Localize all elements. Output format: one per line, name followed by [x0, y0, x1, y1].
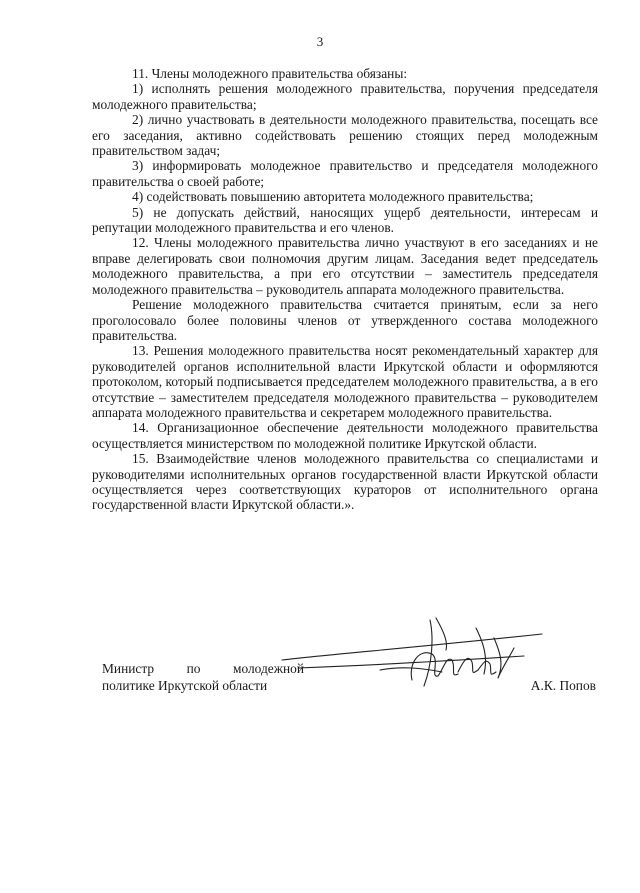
page-number: 3	[316, 34, 324, 49]
position-line-1: Министр по молодежной	[102, 661, 304, 676]
signature-block	[102, 656, 596, 706]
paragraph-14: 14. Организационное обеспечение деятельности молодежного правительства осуществляется министерством по молодежной политике Иркутской области.	[92, 420, 598, 451]
paragraph-11: 11. Члены молодежного правительства обязаны:	[132, 66, 408, 81]
paragraph-12: 12. Члены молодежного правительства лично участвуют в его заседаниях и не вправе делегировать свои полномочия другим лицам. Заседания ведет председатель молодежного правительства, а при его отсутствии – заместитель председателя молодежного правительства – руководитель аппарата молодежного правительства.	[92, 235, 598, 297]
paragraph-11-item-4: 4) содействовать повышению авторитета молодежного правительства;	[132, 189, 534, 205]
paragraph-11-item-2: 2) лично участвовать в деятельности молодежного правительства, посещать все его заседания, активно содействовать решению стоящих перед молодежным правительством задач;	[92, 112, 598, 159]
paragraph-decision: Решение молодежного правительства считается принятым, если за него проголосовало более половины членов от утвержденного состава молодежного правительства.	[92, 297, 598, 343]
paragraph-11-item-1: 1) исполнять решения молодежного правительства, поручения председателя молодежного правительства;	[92, 81, 598, 112]
paragraph-11-item-5: 5) не допускать действий, наносящих ущерб деятельности, интересам и репутации молодежного правительства и его членов.	[92, 204, 598, 236]
position-line-2: политике Иркутской области	[102, 678, 268, 693]
signatory-position	[102, 660, 304, 694]
document-body	[92, 66, 598, 513]
signatory-name: А.К. Попов	[530, 678, 596, 693]
paragraph-13: 13. Решения молодежного правительства носят рекомендательный характер для руководителей органов исполнительной власти Иркутской области и оформляются протоколом, который подписывается председателем молодежного правительства, а в его отсутствие – заместителем председателя молодежного правительства – руководителем аппарата молодежного правительства и секретарем молодежного правительства.	[92, 343, 598, 420]
paragraph-15: 15. Взаимодействие членов молодежного правительства со специалистами и руководителями исполнительных органов государственной власти Иркутской области осуществляется через соответствующих кураторов от исполнительного органа государственной власти Иркутской области.».	[92, 451, 598, 513]
paragraph-11-item-3: 3) информировать молодежное правительство и председателя молодежного правительства о своей работе;	[92, 158, 598, 189]
